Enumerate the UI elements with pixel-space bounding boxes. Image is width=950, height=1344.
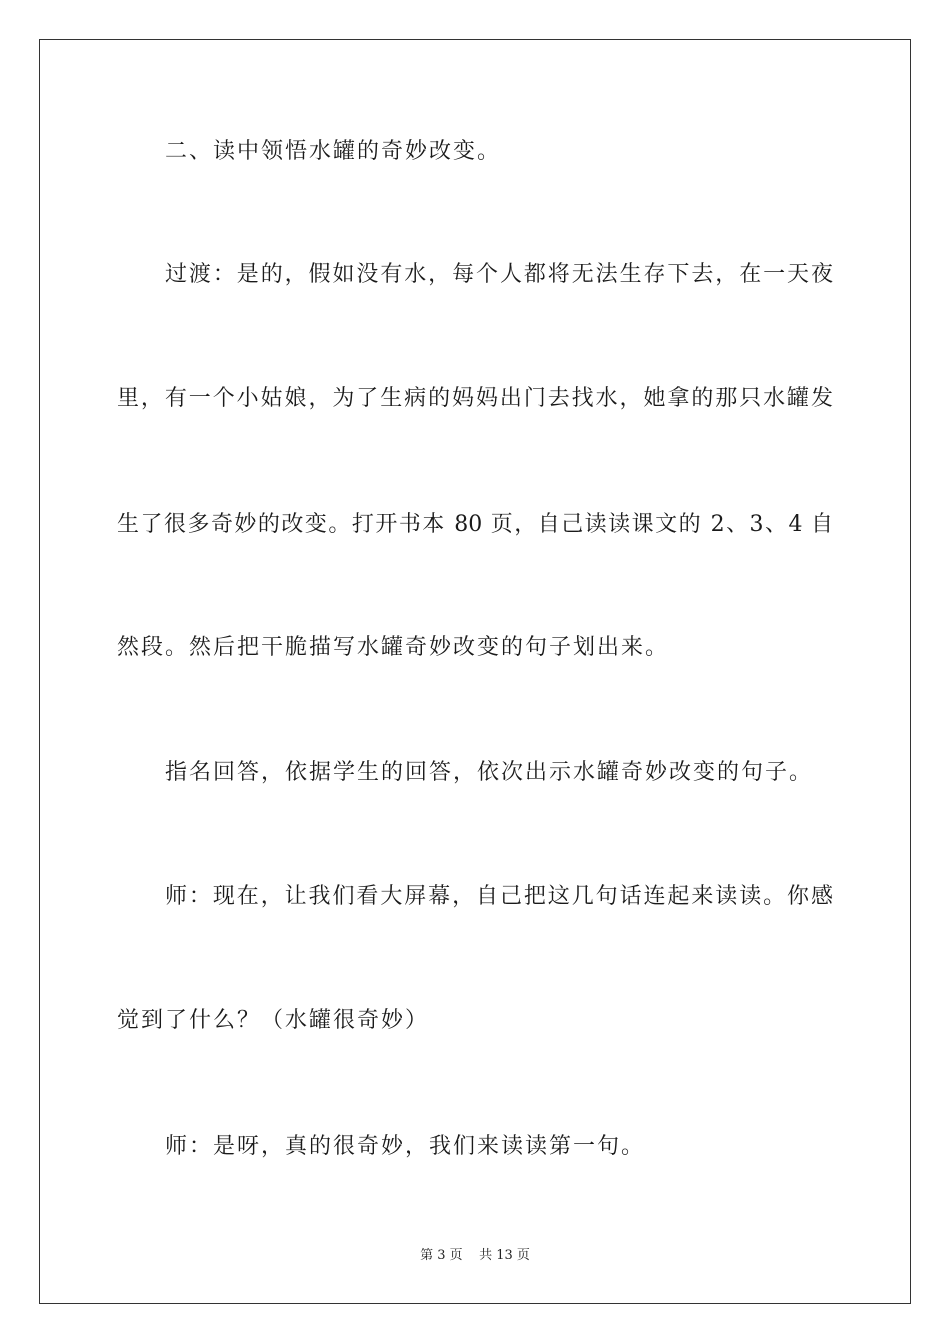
section-heading: 二、读中领悟水罐的奇妙改变。	[165, 139, 502, 164]
paragraph-line: 师：是呀，真的很奇妙，我们来读读第一句。	[165, 1134, 646, 1159]
paragraph-line: 生了很多奇妙的改变。打开书本 80 页，自己读读课文的 2、3、4 自	[117, 512, 833, 537]
paragraph-line: 里，有一个小姑娘，为了生病的妈妈出门去找水，她拿的那只水罐发	[117, 386, 833, 411]
page-number-footer: 第 3 页 共 13 页	[420, 1248, 530, 1263]
paragraph-line: 指名回答，依据学生的回答，依次出示水罐奇妙改变的句子。	[165, 760, 814, 785]
page-border	[39, 39, 911, 1304]
paragraph-line: 过渡：是的，假如没有水，每个人都将无法生存下去，在一天夜	[165, 262, 833, 287]
paragraph-line: 师：现在，让我们看大屏幕，自己把这几句话连起来读读。你感	[165, 884, 833, 909]
paragraph-line: 然段。然后把干脆描写水罐奇妙改变的句子划出来。	[117, 635, 670, 660]
paragraph-line: 觉到了什么？（水罐很奇妙）	[117, 1008, 430, 1033]
